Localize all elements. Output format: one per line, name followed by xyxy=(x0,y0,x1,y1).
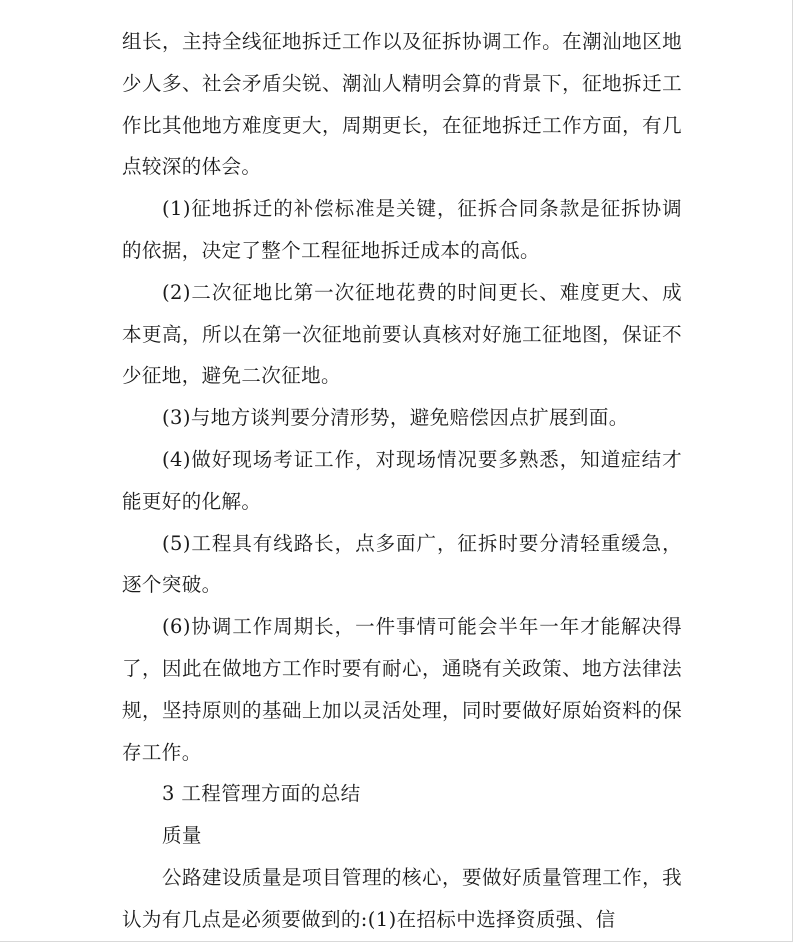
paragraph-item-3: (3)与地方谈判要分清形势，避免赔偿因点扩展到面。 xyxy=(162,406,629,430)
paragraph-item-6: (6)协调工作周期长，一件事情可能会半年一年才能解决得了，因此在做地方工作时要有耐心，通晓有关政策、地方法律法规，坚持原则的基础上加以灵活处理，同时要做好原始资料的保存工作。 xyxy=(122,615,682,764)
document-body xyxy=(122,21,682,941)
paragraph-intro: 组长，主持全线征地拆迁工作以及征拆协调工作。在潮汕地区地少人多、社会矛盾尖锐、潮汕人精明会算的背景下，征地拆迁工作比其他地方难度更大，周期更长，在征地拆迁工作方面，有几点较深的体会。 xyxy=(122,30,682,179)
subsection-heading: 质量 xyxy=(162,824,202,848)
section-heading: 3 工程管理方面的总结 xyxy=(162,782,361,806)
paragraph-item-1: (1)征地拆迁的补偿标准是关键，征拆合同条款是征拆协调的依据，决定了整个工程征地拆迁成本的高低。 xyxy=(122,197,682,262)
paragraph-quality: 公路建设质量是项目管理的核心，要做好质量管理工作，我认为有几点是必须要做到的:(1)在招标中选择资质强、信 xyxy=(122,865,682,931)
paragraph-item-4: (4)做好现场考证工作，对现场情况要多熟悉，知道症结才能更好的化解。 xyxy=(122,447,682,513)
paragraph-item-2: (2)二次征地比第一次征地花费的时间更长、难度更大、成本更高，所以在第一次征地前要认真核对好施工征地图，保证不少征地，避免二次征地。 xyxy=(122,280,682,388)
paragraph-item-5: (5)工程具有线路长，点多面广，征拆时要分清轻重缓急，逐个突破。 xyxy=(122,531,682,597)
